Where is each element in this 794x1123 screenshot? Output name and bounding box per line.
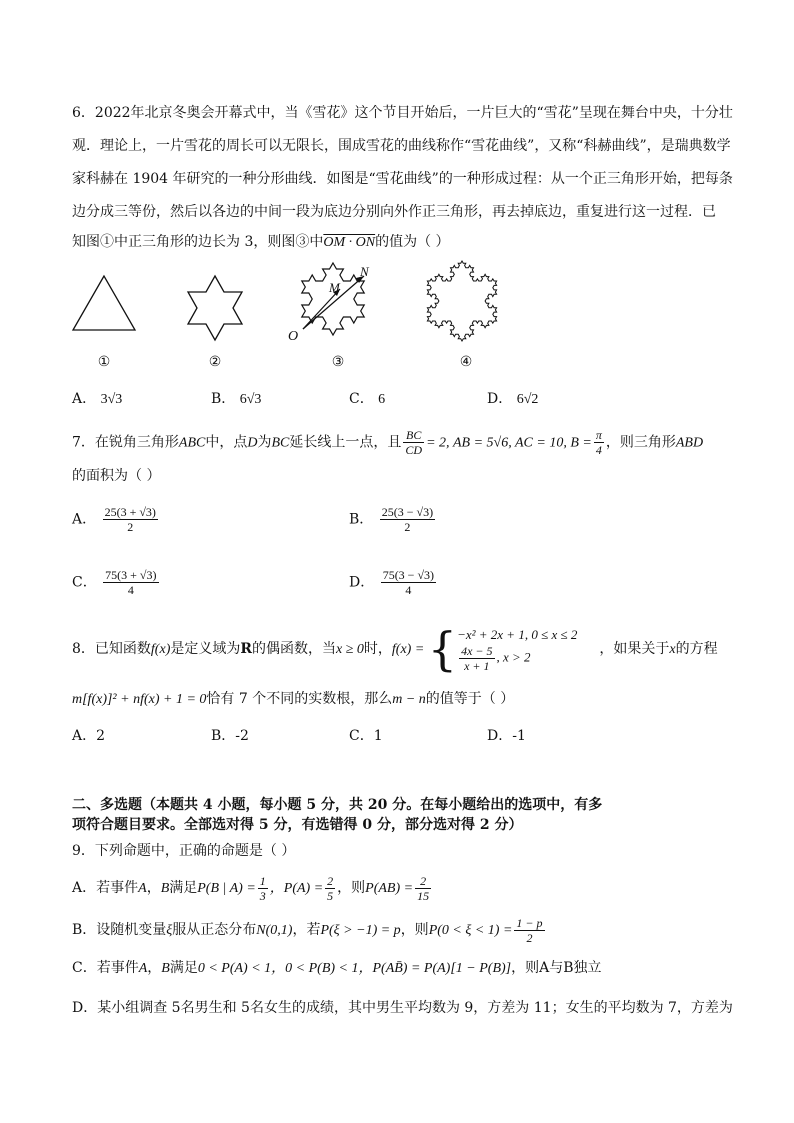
- option-letter: C．: [72, 574, 97, 591]
- figure-4-koch: [427, 261, 496, 341]
- prob-condition: P(ξ > −1) = p: [320, 923, 401, 938]
- prob-b-given-a: P(B | A) =: [197, 881, 256, 896]
- q8-option-a[interactable]: [72, 726, 105, 746]
- q7-line-1: [72, 428, 732, 457]
- q8-text: 时，: [363, 641, 392, 657]
- option-letter: A．: [72, 728, 97, 744]
- q9-option-a[interactable]: [72, 873, 732, 903]
- option-text: ，则: [337, 880, 366, 896]
- option-text: 若事件: [96, 880, 139, 896]
- option-fraction: $\frac{75(3 + √3)}{4}$: [105, 568, 157, 597]
- option-text: ，则: [511, 960, 540, 976]
- random-variable: ξ: [166, 923, 173, 938]
- option-fraction: $\frac{75(3 - √3)}{4}$: [382, 568, 435, 597]
- figure-3-point-n: N: [360, 264, 369, 279]
- option-text: A与B独立: [539, 960, 602, 976]
- option-letter: B．: [72, 922, 97, 938]
- q8-equation: m[f(x)]² + nf(x) + 1 = 0: [72, 692, 207, 707]
- option-text: ，则: [400, 922, 429, 938]
- normal-distribution: N(0,1): [256, 923, 293, 938]
- q6-line-2: 观．理论上，一片雪花的周长可以无限长，围成雪花的曲线称作“雪花曲线”，又称“科赫曲线”，是瑞典数学: [72, 138, 731, 154]
- fraction: $\frac{2}{5}$: [327, 873, 334, 903]
- snowflake-figures: [0, 0, 794, 400]
- independence-condition: 0 < P(A) < 1，0 < P(B) < 1，P(AB̄) = P(A)[1 − P(B)]: [197, 961, 512, 976]
- q8-text: 的偶函数，当: [252, 641, 336, 657]
- prob-a: ，P(A) =: [269, 881, 324, 896]
- q6-line-3: 家科赫在 1904 年研究的一种分形曲线．如图是“雪花曲线”的一种形成过程：从一个正三角形开始，把每条: [72, 171, 733, 187]
- q7-text: ，则三角形: [605, 434, 676, 451]
- q8-line-2: [72, 689, 732, 710]
- event-a: A: [138, 961, 148, 976]
- q8-text: 8．已知函数: [72, 641, 151, 657]
- q8-line-1: 8．已知函数f(x)是定义域为R的偶函数，当x ≥ 0时，f(x) = { −x² + 2x + 1, 0 ≤ x ≤ 2 $\frac{4x - 5}{x + 1}$ , x > 2 ，如果关于x的方程: [72, 622, 718, 676]
- q6-option-d[interactable]: [487, 389, 538, 410]
- event-b: B: [160, 881, 170, 896]
- fraction: $\frac{2}{15}$: [417, 873, 430, 903]
- q7-text: 7．在锐角三角形: [72, 434, 179, 451]
- q8-option-c[interactable]: [349, 726, 383, 746]
- option-letter: D．: [487, 391, 513, 407]
- comma: ，: [147, 960, 162, 976]
- q7-text: 中，点: [205, 434, 248, 451]
- q6-vector-product: OM · ON: [323, 235, 376, 250]
- option-text: 1: [373, 728, 383, 744]
- q7-abd: ABD: [675, 435, 704, 451]
- q7-option-c[interactable]: [72, 568, 161, 597]
- q7-bc: BC: [271, 435, 290, 451]
- q7-line-2: 的面积为（ ）: [72, 468, 161, 484]
- figure-1-label: ①: [97, 354, 111, 370]
- option-text: 某小组调查 5名男生和 5名女生的成绩，其中男生平均数为 9，方差为 11；女生的平均数为 7，方差为: [97, 1000, 733, 1016]
- section-2-heading-line-1: 二、多选题（本题共 4 小题，每小题 5 分，共 20 分。在每小题给出的选项中，有多: [72, 797, 603, 813]
- option-letter: B．: [211, 391, 236, 407]
- q8-text: 是定义域为: [170, 641, 241, 657]
- fraction: $\frac{1 - p}{2}$: [516, 915, 543, 945]
- fraction: $\frac{1}{3}$: [259, 873, 266, 903]
- q9-option-c[interactable]: [72, 958, 732, 979]
- option-text: 2: [96, 728, 106, 744]
- q6-option-b[interactable]: [211, 389, 261, 410]
- option-text: 服从正态分布: [172, 922, 257, 938]
- figure-4-label: ④: [459, 354, 473, 370]
- q6-option-c[interactable]: [349, 389, 385, 410]
- option-text: -2: [235, 728, 249, 744]
- option-letter: A．: [72, 391, 97, 407]
- option-letter: A．: [72, 511, 97, 528]
- q8-m-minus-n: m − n: [392, 692, 426, 707]
- q8-option-d[interactable]: [487, 726, 526, 746]
- q9-stem: 9．下列命题中，正确的命题是（ ）: [72, 843, 296, 859]
- q7-option-d[interactable]: [349, 568, 438, 597]
- option-text: 6: [378, 392, 386, 407]
- option-text: 满足: [169, 960, 198, 976]
- comma: ，: [146, 880, 161, 896]
- figure-2-label: ②: [208, 354, 222, 370]
- option-text: 3√3: [100, 392, 123, 407]
- option-letter: D．: [487, 728, 513, 744]
- q8-fx: f(x): [150, 642, 171, 657]
- q8-real-set: R: [240, 641, 252, 657]
- q7-text: 为: [257, 434, 272, 451]
- q8-condition: x ≥ 0: [336, 642, 364, 657]
- q6-line-5-end: 的值为（ ）: [375, 234, 450, 250]
- figure-3-koch: [302, 263, 364, 335]
- q8-option-b[interactable]: [211, 726, 249, 746]
- q7-option-b[interactable]: [349, 505, 437, 534]
- q8-x: x: [669, 642, 676, 657]
- figure-3-label: ③: [331, 354, 345, 370]
- option-text: ，若: [292, 922, 321, 938]
- option-fraction: $\frac{25(3 + √3)}{2}$: [104, 505, 156, 534]
- prob-ab: P(AB) =: [365, 881, 414, 896]
- q6-line-5-text: 知图①中正三角形的边长为 3，则图③中: [72, 234, 324, 250]
- q7-option-a[interactable]: [72, 505, 160, 534]
- event-a: A: [138, 881, 147, 896]
- event-b: B: [161, 961, 170, 976]
- section-2-heading-line-2: 项符合题目要求。全部选对得 5 分，有选错得 0 分，部分选对得 2 分）: [72, 817, 523, 833]
- q9-option-b[interactable]: [72, 915, 732, 945]
- q6-line-1: 6．2022年北京冬奥会开幕式中，当《雪花》这个节目开始后，一片巨大的“雪花”呈现在舞台中央，十分壮: [72, 105, 733, 121]
- q7-abc: ABC: [178, 435, 206, 451]
- fig3-outline: [302, 263, 364, 335]
- q7-d: D: [247, 435, 258, 451]
- q8-text: ，如果关于: [599, 641, 670, 657]
- option-letter: C．: [349, 391, 374, 407]
- q8-fx-def: f(x): [391, 642, 412, 657]
- q6-line-4: 边分成三等份，然后以各边的中间一段为底边分别向外作正三角形，再去掉底边，重复进行这一过程．已: [72, 204, 716, 220]
- option-text: 设随机变量: [96, 922, 167, 938]
- q7-ratio: $\frac{BC}{CD}$: [405, 428, 423, 457]
- option-text: 6√2: [516, 392, 539, 407]
- q9-option-d[interactable]: [72, 998, 732, 1018]
- option-letter: A．: [72, 880, 97, 896]
- option-letter: D．: [72, 1000, 98, 1016]
- figure-3-point-m: M: [329, 280, 340, 295]
- option-text: -1: [512, 728, 526, 744]
- q8-text: 恰有 7 个不同的实数根，那么: [206, 691, 393, 707]
- option-text: 6√3: [239, 392, 262, 407]
- q8-piecewise: −x² + 2x + 1, 0 ≤ x ≤ 2 $\frac{4x - 5}{x + 1}$ , x > 2: [457, 626, 578, 673]
- option-letter: B．: [349, 511, 374, 528]
- option-text: 满足: [169, 880, 198, 896]
- q7-conditions: = 2, AB = 5√6, AC = 10, B =: [426, 435, 592, 451]
- q8-text: 的值等于（ ）: [425, 691, 515, 707]
- option-text: 若事件: [96, 960, 139, 976]
- q6-option-a[interactable]: [72, 389, 122, 410]
- option-fraction: $\frac{25(3 - √3)}{2}$: [381, 505, 434, 534]
- figure-2-star: [188, 276, 242, 340]
- q8-text: 的方程: [675, 641, 718, 657]
- option-letter: C．: [72, 960, 97, 976]
- prob-result: P(0 < ξ < 1) =: [428, 923, 513, 938]
- fig4-outline: [427, 261, 496, 341]
- option-letter: B．: [211, 728, 236, 744]
- figure-1-triangle: [73, 276, 135, 330]
- option-letter: C．: [349, 728, 374, 744]
- q7-pi-over-4: $\frac{\pi}{4}$: [595, 428, 602, 457]
- q7-text: 延长线上一点，且: [289, 434, 402, 451]
- figure-3-point-o: O: [288, 329, 299, 344]
- option-letter: D．: [349, 574, 375, 591]
